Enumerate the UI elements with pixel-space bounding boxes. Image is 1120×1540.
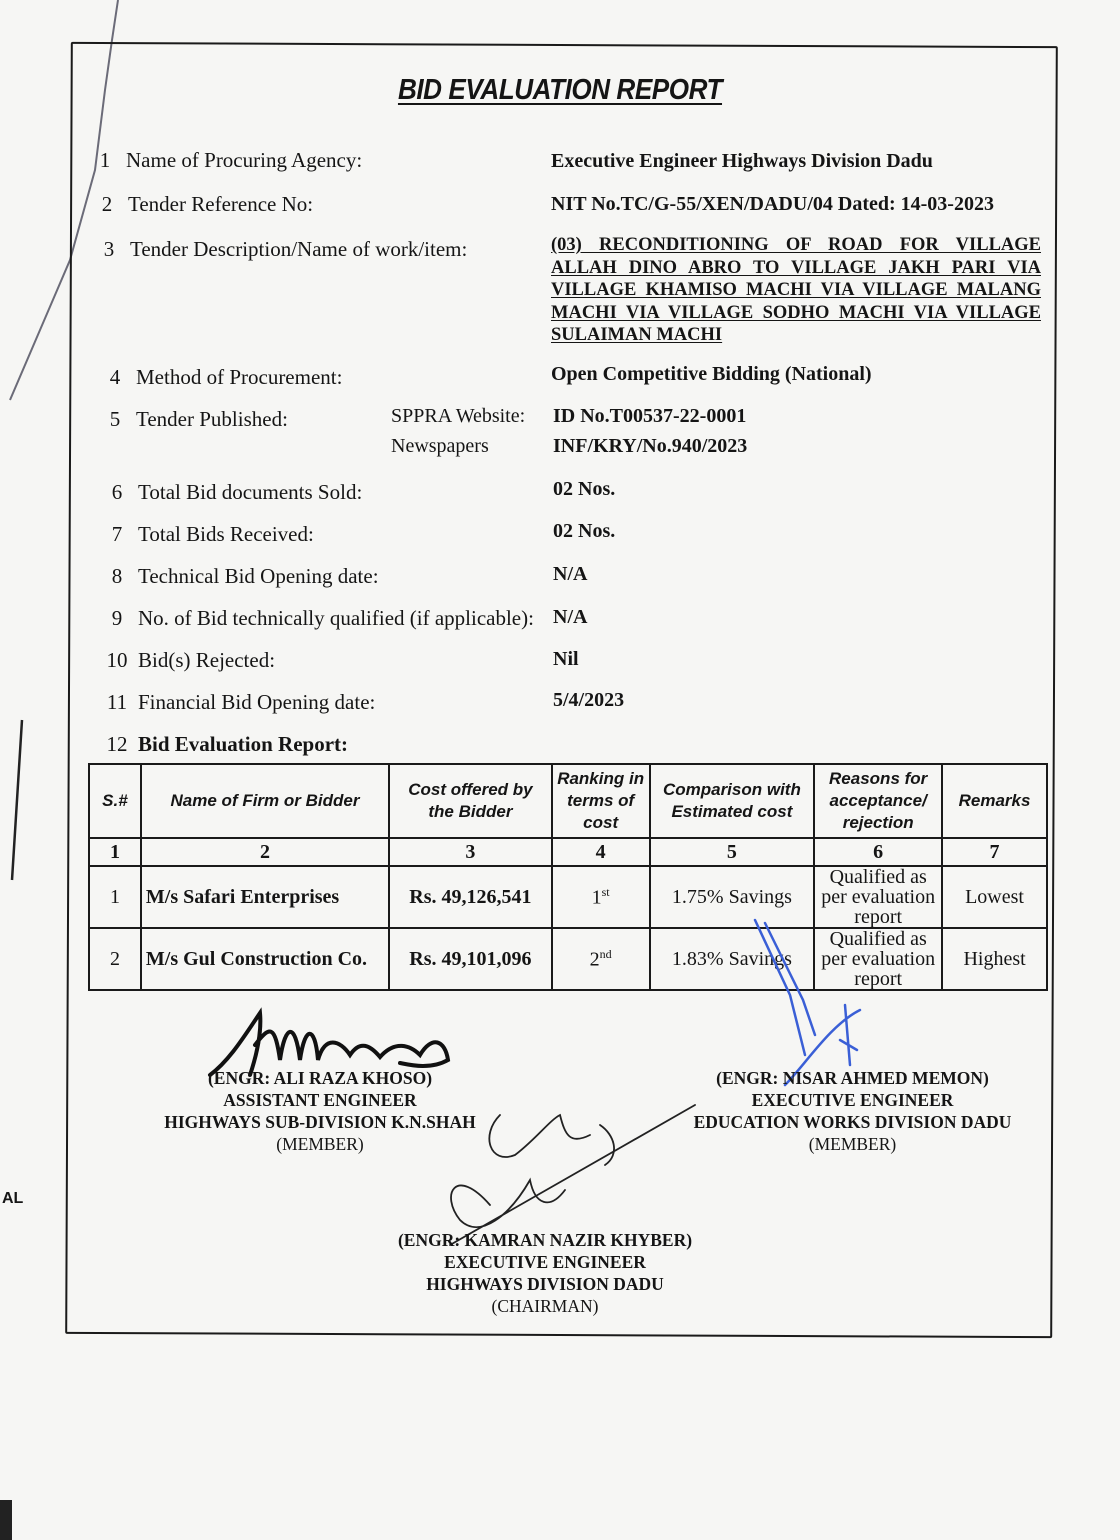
margin-stamp-text: AL (2, 1190, 24, 1207)
tender-description-text: (03) RECONDITIONING OF ROAD FOR VILLAGE ALLAH DINO ABRO TO VILLAGE JAKH PARI VIA VILLAGE KHAMISO MACHI VIA VILLAGE MALANG MACHI VIA VILLAGE SODHO MACHI VIA VILLAGE SULAIMAN MACHI (551, 235, 1041, 345)
field-number: 7 (111, 522, 123, 546)
cell-serial: 1 (89, 866, 141, 928)
header-remarks: Remarks (942, 764, 1047, 838)
table-header-row (89, 764, 1047, 838)
rank-suffix: nd (599, 946, 612, 961)
field-value-bids-received: 02 Nos. (553, 520, 616, 542)
field-label: Tender Description/Name of work/item: (130, 237, 468, 261)
field-number: 1 (99, 148, 111, 172)
cell-reason: Qualified as per evaluation report (814, 866, 942, 928)
column-index: 5 (650, 838, 815, 866)
cell-remarks: Highest (942, 928, 1047, 990)
field-value-technical-bid-opening: N/A (553, 563, 588, 585)
field-label: Tender Published: (136, 407, 288, 431)
field-number: 4 (109, 365, 121, 389)
field-label: Bid(s) Rejected: (138, 648, 276, 672)
field-label: No. of Bid technically qualified (if applicable): (138, 606, 534, 630)
field-number: 11 (106, 690, 128, 714)
signatory-office: HIGHWAYS DIVISION DADU (426, 1274, 664, 1294)
signatory-office: HIGHWAYS SUB-DIVISION K.N.SHAH (164, 1112, 476, 1132)
signatory-center (380, 1229, 710, 1317)
field-number: 6 (111, 480, 123, 504)
signatory-designation: ASSISTANT ENGINEER (223, 1090, 417, 1110)
field-label: Technical Bid Opening date: (138, 564, 379, 588)
column-index: 6 (814, 838, 942, 866)
header-serial: S.# (89, 764, 141, 838)
signatory-name: (ENGR: ALI RAZA KHOSO) (207, 1068, 433, 1088)
field-number: 5 (109, 407, 121, 431)
field-label: Tender Reference No: (128, 192, 314, 216)
cell-ranking (552, 928, 650, 990)
field-value-tender-description (551, 234, 1041, 347)
signatory-designation: EXECUTIVE ENGINEER (751, 1090, 954, 1110)
header-ranking: Ranking in terms of cost (552, 764, 650, 838)
signatory-name: (ENGR: NISAR AHMED MEMON) (716, 1068, 989, 1088)
field-number: 3 (103, 237, 115, 261)
field-number: 9 (111, 606, 123, 630)
field-number: 10 (106, 648, 128, 672)
signatory-office: EDUCATION WORKS DIVISION DADU (693, 1112, 1012, 1132)
cell-cost: Rs. 49,126,541 (389, 866, 552, 928)
field-number: 2 (101, 192, 113, 216)
newspapers-label: Newspapers (391, 435, 489, 457)
header-comparison: Comparison with Estimated cost (650, 764, 815, 838)
header-reasons: Reasons for acceptance/ rejection (814, 764, 942, 838)
sppra-website-label: SPPRA Website: (391, 405, 526, 427)
signatory-right (685, 1067, 1020, 1155)
table-row (89, 928, 1047, 990)
column-index: 3 (389, 838, 552, 866)
cell-firm-name: M/s Safari Enterprises (141, 866, 389, 928)
header-firm-name: Name of Firm or Bidder (141, 764, 389, 838)
cell-comparison: 1.83% Savings (650, 928, 815, 990)
field-value-financial-bid-opening: 5/4/2023 (553, 689, 625, 711)
field-label: Bid Evaluation Report: (138, 732, 349, 756)
field-value-tender-reference: NIT No.TC/G-55/XEN/DADU/04 Dated: 14-03-2023 (551, 193, 994, 215)
cell-remarks: Lowest (942, 866, 1047, 928)
sppra-website-value: ID No.T00537-22-0001 (553, 405, 747, 427)
header-cost-offered: Cost offered by the Bidder (389, 764, 552, 838)
table-row (89, 866, 1047, 928)
rank-suffix: st (601, 884, 610, 899)
rank-number: 1 (591, 886, 602, 909)
field-label: Total Bids Received: (138, 522, 314, 546)
cell-comparison: 1.75% Savings (650, 866, 815, 928)
field-value-bid-documents-sold: 02 Nos. (553, 478, 616, 500)
signatory-designation: EXECUTIVE ENGINEER (444, 1252, 646, 1272)
field-label: Name of Procuring Agency: (126, 148, 363, 172)
field-value-bids-rejected: Nil (553, 648, 579, 670)
field-label: Method of Procurement: (136, 365, 343, 389)
signatory-role: (MEMBER) (276, 1134, 364, 1154)
signatory-name: (ENGR: KAMRAN NAZIR KHYBER) (397, 1230, 693, 1250)
cell-serial: 2 (89, 928, 141, 990)
column-index: 1 (89, 838, 141, 866)
column-index: 4 (552, 838, 650, 866)
field-label: Financial Bid Opening date: (138, 690, 376, 714)
signatory-left (150, 1067, 490, 1155)
column-index: 7 (942, 838, 1047, 866)
cell-cost: Rs. 49,101,096 (389, 928, 552, 990)
cell-firm-name: M/s Gul Construction Co. (141, 928, 389, 990)
cell-reason: Qualified as per evaluation report (814, 928, 942, 990)
report-title: BID EVALUATION REPORT (397, 74, 723, 106)
field-label: Total Bid documents Sold: (138, 480, 363, 504)
newspapers-value: INF/KRY/No.940/2023 (553, 435, 748, 457)
column-index: 2 (141, 838, 389, 866)
field-number: 12 (106, 732, 128, 756)
signatory-role: (CHAIRMAN) (491, 1296, 599, 1316)
signatory-role: (MEMBER) (808, 1134, 897, 1154)
field-value-technically-qualified: N/A (553, 606, 588, 628)
rank-number: 2 (589, 948, 600, 971)
column-index-row (89, 838, 1047, 866)
cell-ranking (552, 866, 650, 928)
field-number: 8 (111, 564, 123, 588)
field-value-method-of-procurement: Open Competitive Bidding (National) (551, 363, 872, 385)
field-value-procuring-agency: Executive Engineer Highways Division Dadu (551, 150, 933, 172)
bid-evaluation-table (88, 763, 1048, 991)
